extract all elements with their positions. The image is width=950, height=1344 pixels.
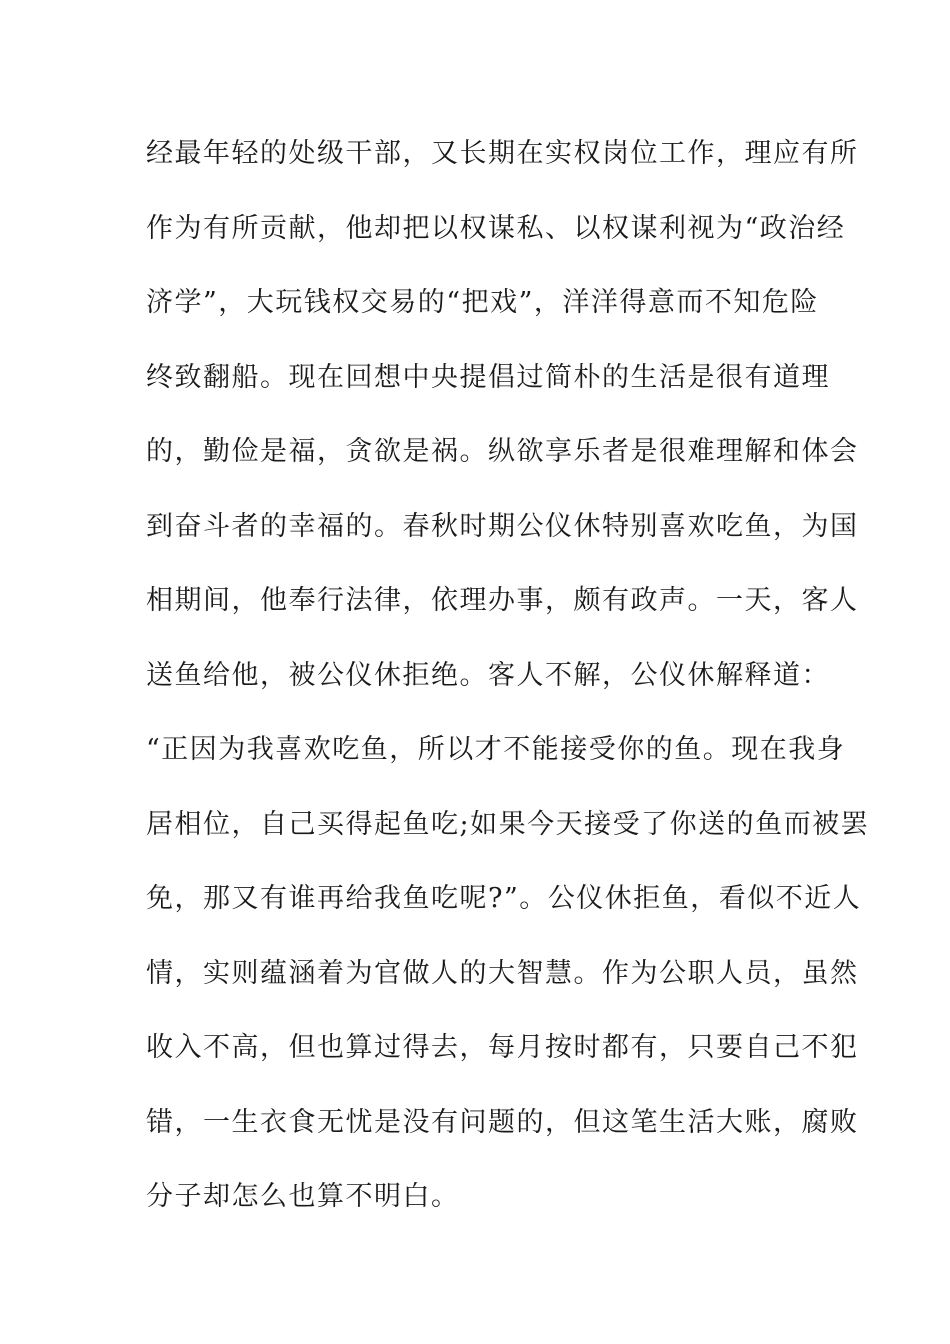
text-line: 免，那又有谁再给我鱼吃呢?”。公仪休拒鱼，看似不近人 xyxy=(146,883,862,914)
body-paragraph xyxy=(146,131,870,1249)
text-line: 分子却怎么也算不明白。 xyxy=(146,1181,460,1212)
text-line: 作为有所贡献，他却把以权谋私、以权谋利视为“政治经 xyxy=(146,212,846,244)
text-line: 终致翻船。现在回想中央提倡过简朴的生活是很有道理 xyxy=(146,361,830,393)
text-line: 到奋斗者的幸福的。春秋时期公仪休特别喜欢吃鱼，为国 xyxy=(146,510,859,542)
text-line: 的，勤俭是福，贪欲是祸。纵欲享乐者是很难理解和体会 xyxy=(146,436,859,467)
text-line: “正因为我喜欢吃鱼，所以才不能接受你的鱼。现在我身 xyxy=(146,734,846,765)
text-line: 经最年轻的处级干部，又长期在实权岗位工作，理应有所 xyxy=(146,138,859,169)
text-line: 济学”，大玩钱权交易的“把戏”，洋洋得意而不知危险 xyxy=(146,287,819,318)
text-line: 情，实则蕴涵着为官做人的大智慧。作为公职人员，虽然 xyxy=(146,957,859,989)
text-line: 相期间，他奉行法律，依理办事，颇有政声。一天，客人 xyxy=(146,585,859,616)
text-line: 收入不高，但也算过得去，每月按时都有，只要自己不犯 xyxy=(146,1032,859,1063)
text-line: 居相位，自己买得起鱼吃;如果今天接受了你送的鱼而被罢 xyxy=(146,808,870,840)
text-line: 送鱼给他，被公仪休拒绝。客人不解，公仪休解释道： xyxy=(146,659,830,691)
text-line: 错，一生衣食无忧是没有问题的，但这笔生活大账，腐败 xyxy=(146,1106,859,1138)
